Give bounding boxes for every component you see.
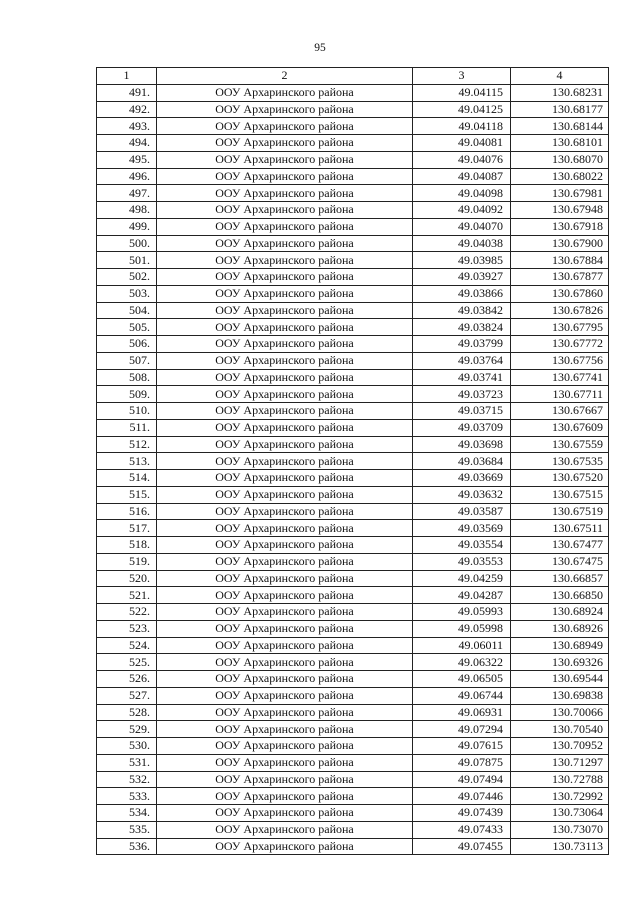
- latitude-cell: 49.04087: [413, 168, 511, 185]
- latitude-cell: 49.04125: [413, 101, 511, 118]
- object-name-cell: ООУ Архаринского района: [157, 537, 413, 554]
- longitude-cell: 130.67948: [511, 202, 609, 219]
- longitude-cell: 130.68177: [511, 101, 609, 118]
- object-name-cell: ООУ Архаринского района: [157, 84, 413, 101]
- row-number-cell: 507.: [97, 352, 157, 369]
- longitude-cell: 130.70540: [511, 721, 609, 738]
- table-row: [97, 151, 609, 168]
- row-number-cell: 514.: [97, 470, 157, 487]
- latitude-cell: 49.03927: [413, 269, 511, 286]
- latitude-cell: 49.07439: [413, 805, 511, 822]
- table-row: [97, 252, 609, 269]
- row-number-cell: 524.: [97, 637, 157, 654]
- row-number-cell: 525.: [97, 654, 157, 671]
- table-row: [97, 821, 609, 838]
- object-name-cell: ООУ Архаринского района: [157, 252, 413, 269]
- row-number-cell: 536.: [97, 838, 157, 855]
- header-col-3: 3: [413, 68, 511, 85]
- table-body: [97, 84, 609, 855]
- table-row: [97, 721, 609, 738]
- row-number-cell: 502.: [97, 269, 157, 286]
- longitude-cell: 130.70066: [511, 704, 609, 721]
- row-number-cell: 533.: [97, 788, 157, 805]
- object-name-cell: ООУ Архаринского района: [157, 436, 413, 453]
- table-row: [97, 838, 609, 855]
- longitude-cell: 130.68926: [511, 620, 609, 637]
- object-name-cell: ООУ Архаринского района: [157, 671, 413, 688]
- object-name-cell: ООУ Архаринского района: [157, 687, 413, 704]
- row-number-cell: 510.: [97, 403, 157, 420]
- row-number-cell: 534.: [97, 805, 157, 822]
- header-col-4: 4: [511, 68, 609, 85]
- longitude-cell: 130.67535: [511, 453, 609, 470]
- row-number-cell: 528.: [97, 704, 157, 721]
- latitude-cell: 49.05993: [413, 604, 511, 621]
- table-row: [97, 436, 609, 453]
- row-number-cell: 497.: [97, 185, 157, 202]
- longitude-cell: 130.67826: [511, 302, 609, 319]
- table-row: [97, 369, 609, 386]
- table-row: [97, 520, 609, 537]
- table-row: [97, 704, 609, 721]
- latitude-cell: 49.03554: [413, 537, 511, 554]
- page-number: 95: [314, 42, 326, 54]
- object-name-cell: ООУ Архаринского района: [157, 503, 413, 520]
- latitude-cell: 49.07433: [413, 821, 511, 838]
- latitude-cell: 49.06931: [413, 704, 511, 721]
- latitude-cell: 49.03709: [413, 419, 511, 436]
- object-name-cell: ООУ Архаринского района: [157, 235, 413, 252]
- object-name-cell: ООУ Архаринского района: [157, 788, 413, 805]
- object-name-cell: ООУ Архаринского района: [157, 269, 413, 286]
- longitude-cell: 130.66850: [511, 587, 609, 604]
- latitude-cell: 49.07494: [413, 771, 511, 788]
- latitude-cell: 49.03824: [413, 319, 511, 336]
- object-name-cell: ООУ Архаринского района: [157, 168, 413, 185]
- table-row: [97, 486, 609, 503]
- longitude-cell: 130.67711: [511, 386, 609, 403]
- object-name-cell: ООУ Архаринского района: [157, 369, 413, 386]
- table-row: [97, 654, 609, 671]
- object-name-cell: ООУ Архаринского района: [157, 805, 413, 822]
- table-row: [97, 754, 609, 771]
- longitude-cell: 130.67741: [511, 369, 609, 386]
- object-name-cell: ООУ Архаринского района: [157, 285, 413, 302]
- latitude-cell: 49.04076: [413, 151, 511, 168]
- latitude-cell: 49.06011: [413, 637, 511, 654]
- table-row: [97, 118, 609, 135]
- latitude-cell: 49.04287: [413, 587, 511, 604]
- table-row: [97, 185, 609, 202]
- latitude-cell: 49.04098: [413, 185, 511, 202]
- table-row: [97, 101, 609, 118]
- latitude-cell: 49.03569: [413, 520, 511, 537]
- longitude-cell: 130.68231: [511, 84, 609, 101]
- latitude-cell: 49.04070: [413, 218, 511, 235]
- header-col-2: 2: [157, 68, 413, 85]
- row-number-cell: 520.: [97, 570, 157, 587]
- latitude-cell: 49.03764: [413, 352, 511, 369]
- row-number-cell: 499.: [97, 218, 157, 235]
- longitude-cell: 130.69544: [511, 671, 609, 688]
- object-name-cell: ООУ Архаринского района: [157, 302, 413, 319]
- longitude-cell: 130.68101: [511, 135, 609, 152]
- row-number-cell: 506.: [97, 336, 157, 353]
- latitude-cell: 49.04115: [413, 84, 511, 101]
- object-name-cell: ООУ Архаринского района: [157, 754, 413, 771]
- latitude-cell: 49.07294: [413, 721, 511, 738]
- object-name-cell: ООУ Архаринского района: [157, 135, 413, 152]
- table-row: [97, 285, 609, 302]
- table-row: [97, 403, 609, 420]
- object-name-cell: ООУ Архаринского района: [157, 336, 413, 353]
- longitude-cell: 130.66857: [511, 570, 609, 587]
- row-number-cell: 522.: [97, 604, 157, 621]
- row-number-cell: 517.: [97, 520, 157, 537]
- longitude-cell: 130.67609: [511, 419, 609, 436]
- table-row: [97, 470, 609, 487]
- row-number-cell: 505.: [97, 319, 157, 336]
- longitude-cell: 130.69326: [511, 654, 609, 671]
- longitude-cell: 130.68022: [511, 168, 609, 185]
- table-row: [97, 788, 609, 805]
- latitude-cell: 49.06744: [413, 687, 511, 704]
- latitude-cell: 49.03723: [413, 386, 511, 403]
- row-number-cell: 511.: [97, 419, 157, 436]
- object-name-cell: ООУ Архаринского района: [157, 520, 413, 537]
- row-number-cell: 503.: [97, 285, 157, 302]
- object-name-cell: ООУ Архаринского района: [157, 419, 413, 436]
- latitude-cell: 49.07875: [413, 754, 511, 771]
- longitude-cell: 130.68070: [511, 151, 609, 168]
- latitude-cell: 49.03715: [413, 403, 511, 420]
- latitude-cell: 49.07615: [413, 738, 511, 755]
- latitude-cell: 49.03985: [413, 252, 511, 269]
- table-row: [97, 604, 609, 621]
- latitude-cell: 49.03684: [413, 453, 511, 470]
- longitude-cell: 130.67918: [511, 218, 609, 235]
- object-name-cell: ООУ Архаринского района: [157, 118, 413, 135]
- latitude-cell: 49.03632: [413, 486, 511, 503]
- header-col-1: 1: [97, 68, 157, 85]
- latitude-cell: 49.04081: [413, 135, 511, 152]
- object-name-cell: ООУ Архаринского района: [157, 218, 413, 235]
- object-name-cell: ООУ Архаринского района: [157, 637, 413, 654]
- table-row: [97, 386, 609, 403]
- row-number-cell: 515.: [97, 486, 157, 503]
- object-name-cell: ООУ Архаринского района: [157, 403, 413, 420]
- row-number-cell: 495.: [97, 151, 157, 168]
- object-name-cell: ООУ Архаринского района: [157, 721, 413, 738]
- latitude-cell: 49.03698: [413, 436, 511, 453]
- object-name-cell: ООУ Архаринского района: [157, 202, 413, 219]
- table-row: [97, 168, 609, 185]
- object-name-cell: ООУ Архаринского района: [157, 771, 413, 788]
- longitude-cell: 130.67477: [511, 537, 609, 554]
- table-header-row: [97, 68, 609, 85]
- table-row: [97, 587, 609, 604]
- row-number-cell: 513.: [97, 453, 157, 470]
- latitude-cell: 49.03741: [413, 369, 511, 386]
- object-name-cell: ООУ Архаринского района: [157, 838, 413, 855]
- longitude-cell: 130.67559: [511, 436, 609, 453]
- table-row: [97, 503, 609, 520]
- longitude-cell: 130.68144: [511, 118, 609, 135]
- longitude-cell: 130.71297: [511, 754, 609, 771]
- table-row: [97, 570, 609, 587]
- table-row: [97, 135, 609, 152]
- coordinates-table: [96, 67, 609, 855]
- row-number-cell: 527.: [97, 687, 157, 704]
- object-name-cell: ООУ Архаринского района: [157, 352, 413, 369]
- row-number-cell: 512.: [97, 436, 157, 453]
- object-name-cell: ООУ Архаринского района: [157, 604, 413, 621]
- row-number-cell: 496.: [97, 168, 157, 185]
- table-row: [97, 453, 609, 470]
- latitude-cell: 49.04259: [413, 570, 511, 587]
- object-name-cell: ООУ Архаринского района: [157, 654, 413, 671]
- latitude-cell: 49.06322: [413, 654, 511, 671]
- latitude-cell: 49.03587: [413, 503, 511, 520]
- row-number-cell: 516.: [97, 503, 157, 520]
- table-row: [97, 302, 609, 319]
- row-number-cell: 493.: [97, 118, 157, 135]
- object-name-cell: ООУ Архаринского района: [157, 620, 413, 637]
- row-number-cell: 523.: [97, 620, 157, 637]
- latitude-cell: 49.03669: [413, 470, 511, 487]
- table-row: [97, 671, 609, 688]
- table-row: [97, 202, 609, 219]
- longitude-cell: 130.70952: [511, 738, 609, 755]
- object-name-cell: ООУ Архаринского района: [157, 185, 413, 202]
- row-number-cell: 526.: [97, 671, 157, 688]
- longitude-cell: 130.67519: [511, 503, 609, 520]
- object-name-cell: ООУ Архаринского района: [157, 453, 413, 470]
- latitude-cell: 49.03842: [413, 302, 511, 319]
- table-row: [97, 84, 609, 101]
- table-row: [97, 553, 609, 570]
- latitude-cell: 49.06505: [413, 671, 511, 688]
- row-number-cell: 500.: [97, 235, 157, 252]
- object-name-cell: ООУ Архаринского района: [157, 101, 413, 118]
- table-row: [97, 218, 609, 235]
- table-row: [97, 771, 609, 788]
- latitude-cell: 49.03553: [413, 553, 511, 570]
- latitude-cell: 49.07455: [413, 838, 511, 855]
- row-number-cell: 509.: [97, 386, 157, 403]
- latitude-cell: 49.04118: [413, 118, 511, 135]
- longitude-cell: 130.73064: [511, 805, 609, 822]
- row-number-cell: 530.: [97, 738, 157, 755]
- table-row: [97, 269, 609, 286]
- object-name-cell: ООУ Архаринского района: [157, 821, 413, 838]
- longitude-cell: 130.69838: [511, 687, 609, 704]
- table-row: [97, 620, 609, 637]
- longitude-cell: 130.68949: [511, 637, 609, 654]
- row-number-cell: 521.: [97, 587, 157, 604]
- longitude-cell: 130.67860: [511, 285, 609, 302]
- longitude-cell: 130.67511: [511, 520, 609, 537]
- longitude-cell: 130.72992: [511, 788, 609, 805]
- object-name-cell: ООУ Архаринского района: [157, 738, 413, 755]
- row-number-cell: 519.: [97, 553, 157, 570]
- latitude-cell: 49.03866: [413, 285, 511, 302]
- table-row: [97, 738, 609, 755]
- object-name-cell: ООУ Архаринского района: [157, 470, 413, 487]
- row-number-cell: 535.: [97, 821, 157, 838]
- longitude-cell: 130.67795: [511, 319, 609, 336]
- longitude-cell: 130.73113: [511, 838, 609, 855]
- object-name-cell: ООУ Архаринского района: [157, 704, 413, 721]
- row-number-cell: 492.: [97, 101, 157, 118]
- longitude-cell: 130.67515: [511, 486, 609, 503]
- longitude-cell: 130.67667: [511, 403, 609, 420]
- row-number-cell: 532.: [97, 771, 157, 788]
- longitude-cell: 130.68924: [511, 604, 609, 621]
- object-name-cell: ООУ Архаринского района: [157, 386, 413, 403]
- longitude-cell: 130.67981: [511, 185, 609, 202]
- row-number-cell: 491.: [97, 84, 157, 101]
- longitude-cell: 130.67772: [511, 336, 609, 353]
- longitude-cell: 130.67756: [511, 352, 609, 369]
- latitude-cell: 49.04038: [413, 235, 511, 252]
- table-row: [97, 537, 609, 554]
- longitude-cell: 130.67877: [511, 269, 609, 286]
- row-number-cell: 518.: [97, 537, 157, 554]
- object-name-cell: ООУ Архаринского района: [157, 587, 413, 604]
- table-row: [97, 352, 609, 369]
- row-number-cell: 531.: [97, 754, 157, 771]
- longitude-cell: 130.67475: [511, 553, 609, 570]
- object-name-cell: ООУ Архаринского района: [157, 570, 413, 587]
- table-row: [97, 687, 609, 704]
- row-number-cell: 494.: [97, 135, 157, 152]
- object-name-cell: ООУ Архаринского района: [157, 553, 413, 570]
- latitude-cell: 49.04092: [413, 202, 511, 219]
- row-number-cell: 508.: [97, 369, 157, 386]
- latitude-cell: 49.07446: [413, 788, 511, 805]
- table-row: [97, 235, 609, 252]
- table-row: [97, 336, 609, 353]
- object-name-cell: ООУ Архаринского района: [157, 151, 413, 168]
- latitude-cell: 49.03799: [413, 336, 511, 353]
- latitude-cell: 49.05998: [413, 620, 511, 637]
- table-row: [97, 805, 609, 822]
- longitude-cell: 130.67884: [511, 252, 609, 269]
- row-number-cell: 501.: [97, 252, 157, 269]
- row-number-cell: 504.: [97, 302, 157, 319]
- longitude-cell: 130.67900: [511, 235, 609, 252]
- row-number-cell: 498.: [97, 202, 157, 219]
- object-name-cell: ООУ Архаринского района: [157, 319, 413, 336]
- longitude-cell: 130.72788: [511, 771, 609, 788]
- table-row: [97, 419, 609, 436]
- longitude-cell: 130.73070: [511, 821, 609, 838]
- table-row: [97, 319, 609, 336]
- table-row: [97, 637, 609, 654]
- object-name-cell: ООУ Архаринского района: [157, 486, 413, 503]
- longitude-cell: 130.67520: [511, 470, 609, 487]
- row-number-cell: 529.: [97, 721, 157, 738]
